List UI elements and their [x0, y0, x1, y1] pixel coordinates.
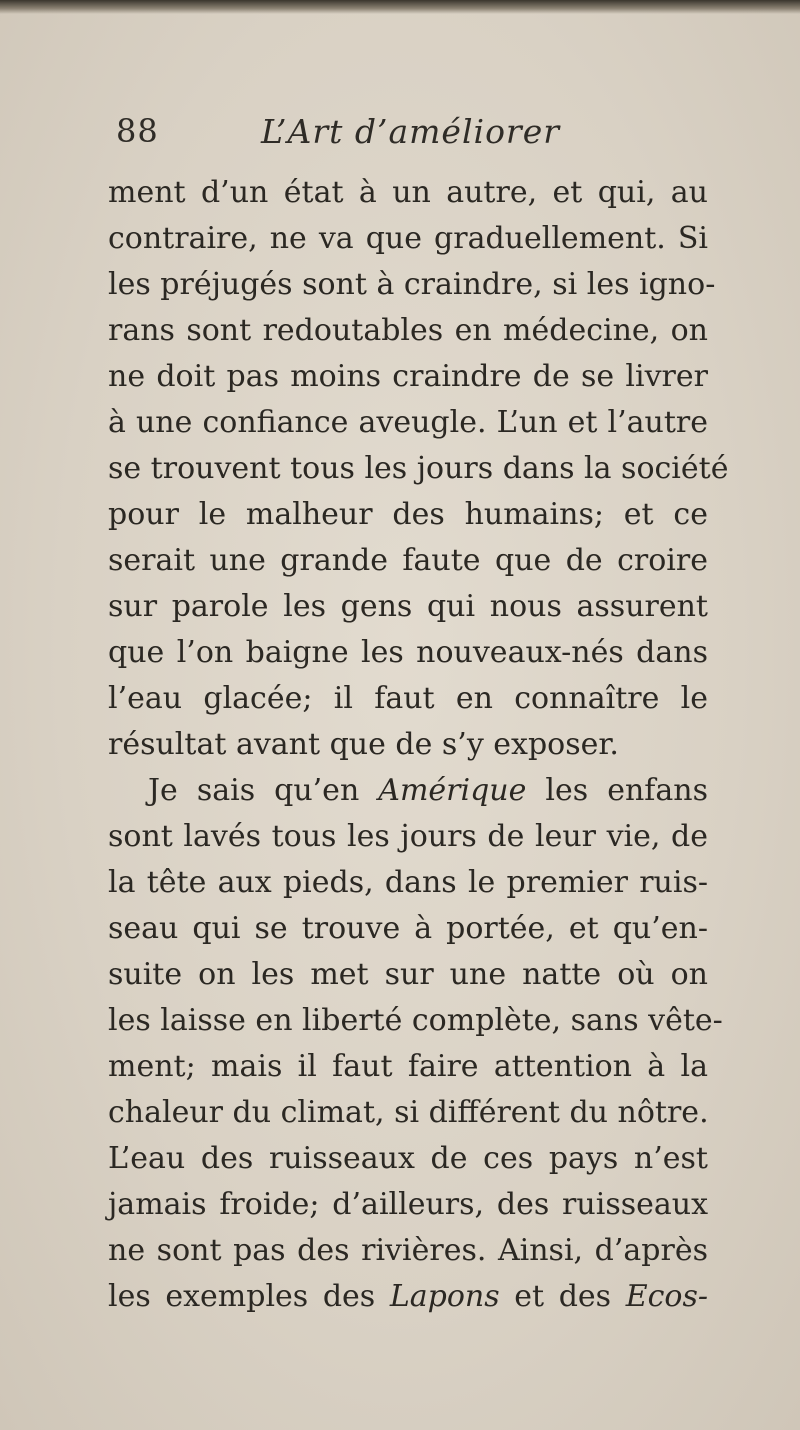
text-line: seau qui se trouve à portée, et qu’en-	[108, 911, 708, 946]
text-segment: et des	[499, 1279, 626, 1314]
text-line: sont lavés tous les jours de leur vie, de	[108, 819, 708, 854]
text-line: ne doit pas moins craindre de se livrer	[108, 359, 708, 394]
text-line: se trouvent tous les jours dans la société	[108, 451, 729, 486]
text-segment: les exemples des	[108, 1279, 390, 1314]
text-line: les laisse en liberté complète, sans vête-	[108, 1003, 723, 1038]
text-line: contraire, ne va que graduellement. Si	[108, 221, 708, 256]
text-line: chaleur du climat, si différent du nôtre.	[108, 1095, 709, 1130]
text-line: jamais froide; d’ailleurs, des ruisseaux	[108, 1187, 708, 1222]
text-segment: Je sais qu’en	[148, 773, 379, 808]
text-line: à une confiance aveugle. L’un et l’autre	[108, 405, 708, 440]
text-line: serait une grande faute que de croire	[108, 543, 708, 578]
page-number: 88	[116, 112, 159, 150]
text-line: pour le malheur des humains; et ce	[108, 497, 708, 532]
page-header	[116, 112, 716, 162]
text-line: ment; mais il faut faire attention à la	[108, 1049, 708, 1084]
text-line: sur parole les gens qui nous assurent	[108, 589, 708, 624]
paragraph-first-line	[108, 768, 708, 814]
italic-people-name: Ecos-	[625, 1279, 708, 1314]
text-line: ne sont pas des rivières. Ainsi, d’après	[108, 1233, 708, 1268]
page-top-edge	[0, 0, 800, 14]
text-line: L’eau des ruisseaux de ces pays n’est	[108, 1141, 708, 1176]
text-line: la tête aux pieds, dans le premier ruis-	[108, 865, 708, 900]
text-line: ment d’un état à un autre, et qui, au	[108, 175, 708, 210]
italic-place-name: Amérique	[378, 773, 527, 808]
text-line: l’eau glacée; il faut en connaître le	[108, 681, 708, 716]
text-line: les préjugés sont à craindre, si les igno-	[108, 267, 716, 302]
text-line: que l’on baigne les nouveaux-nés dans	[108, 635, 708, 670]
body-text	[108, 170, 729, 1320]
text-line: suite on les met sur une natte où on	[108, 957, 708, 992]
running-title: L’Art d’améliorer	[261, 112, 561, 151]
text-line-final	[108, 1274, 708, 1320]
italic-people-name: Lapons	[389, 1279, 500, 1314]
text-line: rans sont redoutables en médecine, on	[108, 313, 708, 348]
text-line: résultat avant que de s’y exposer.	[108, 727, 619, 762]
text-segment: les enfans	[526, 773, 708, 808]
